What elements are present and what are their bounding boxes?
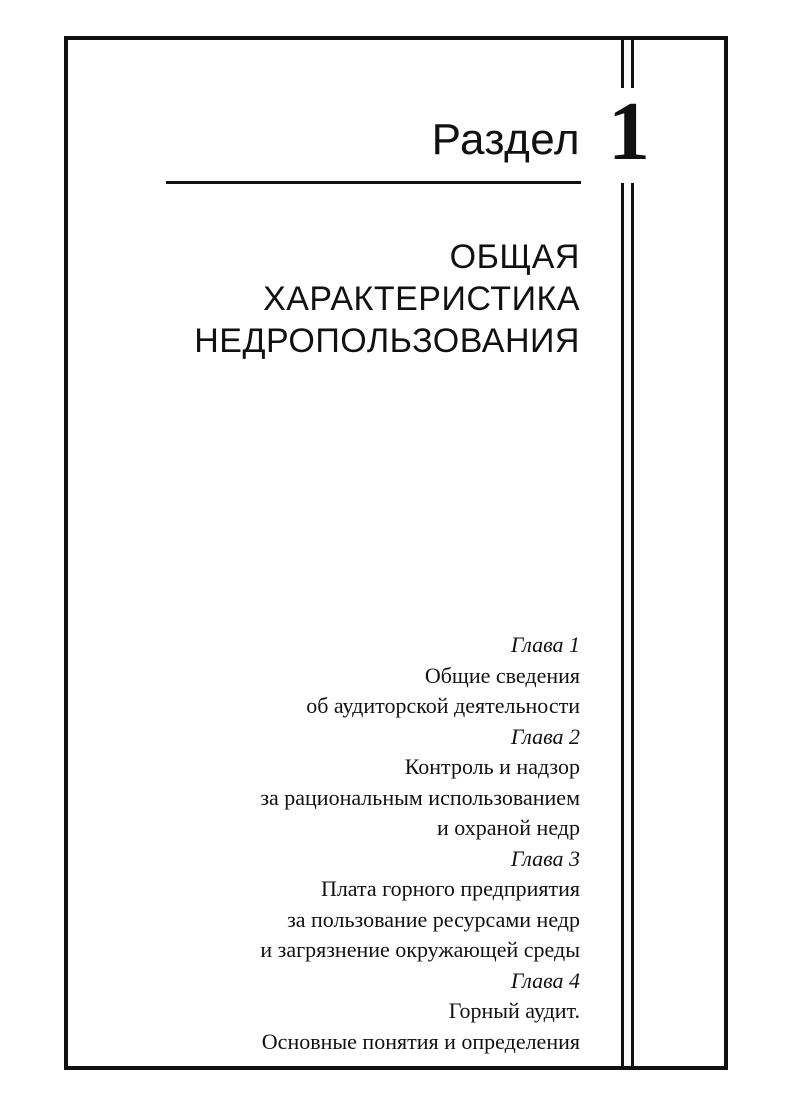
chapter-4-label: Глава 4 xyxy=(510,967,580,993)
chapter-3-title-line: и загрязнение окружающей среды xyxy=(260,937,580,962)
vertical-rule-left xyxy=(621,36,624,1070)
chapter-2-title-line: за рациональным использованием xyxy=(260,784,580,810)
section-label: Раздел xyxy=(431,115,580,164)
chapter-1-title-line: Общие сведения xyxy=(424,662,580,688)
chapter-2-label: Глава 2 xyxy=(510,723,580,749)
chapter-2-title-line: и охраной недр xyxy=(437,815,580,840)
chapter-2-title-line: Контроль и надзор xyxy=(404,754,580,779)
section-title xyxy=(194,236,580,362)
chapter-4-title-line: Основные понятия и определения xyxy=(261,1028,580,1054)
title-rule xyxy=(166,181,581,184)
vertical-rule-right xyxy=(631,36,634,1070)
table-of-contents xyxy=(260,630,580,1057)
chapter-4-title-line: Горный аудит. xyxy=(448,998,580,1023)
chapter-1-label: Глава 1 xyxy=(510,632,580,657)
section-title-line: ОБЩАЯ xyxy=(449,238,580,276)
section-number: 1 xyxy=(604,90,654,174)
chapter-1-title-line: об аудиторской деятельности xyxy=(306,693,580,718)
section-title-line: ХАРАКТЕРИСТИКА xyxy=(263,280,580,318)
chapter-3-title-line: за пользование ресурсами недр xyxy=(287,906,580,932)
chapter-3-label: Глава 3 xyxy=(510,845,580,871)
section-title-line: НЕДРОПОЛЬЗОВАНИЯ xyxy=(194,322,580,360)
chapter-3-title-line: Плата горного предприятия xyxy=(320,876,580,901)
